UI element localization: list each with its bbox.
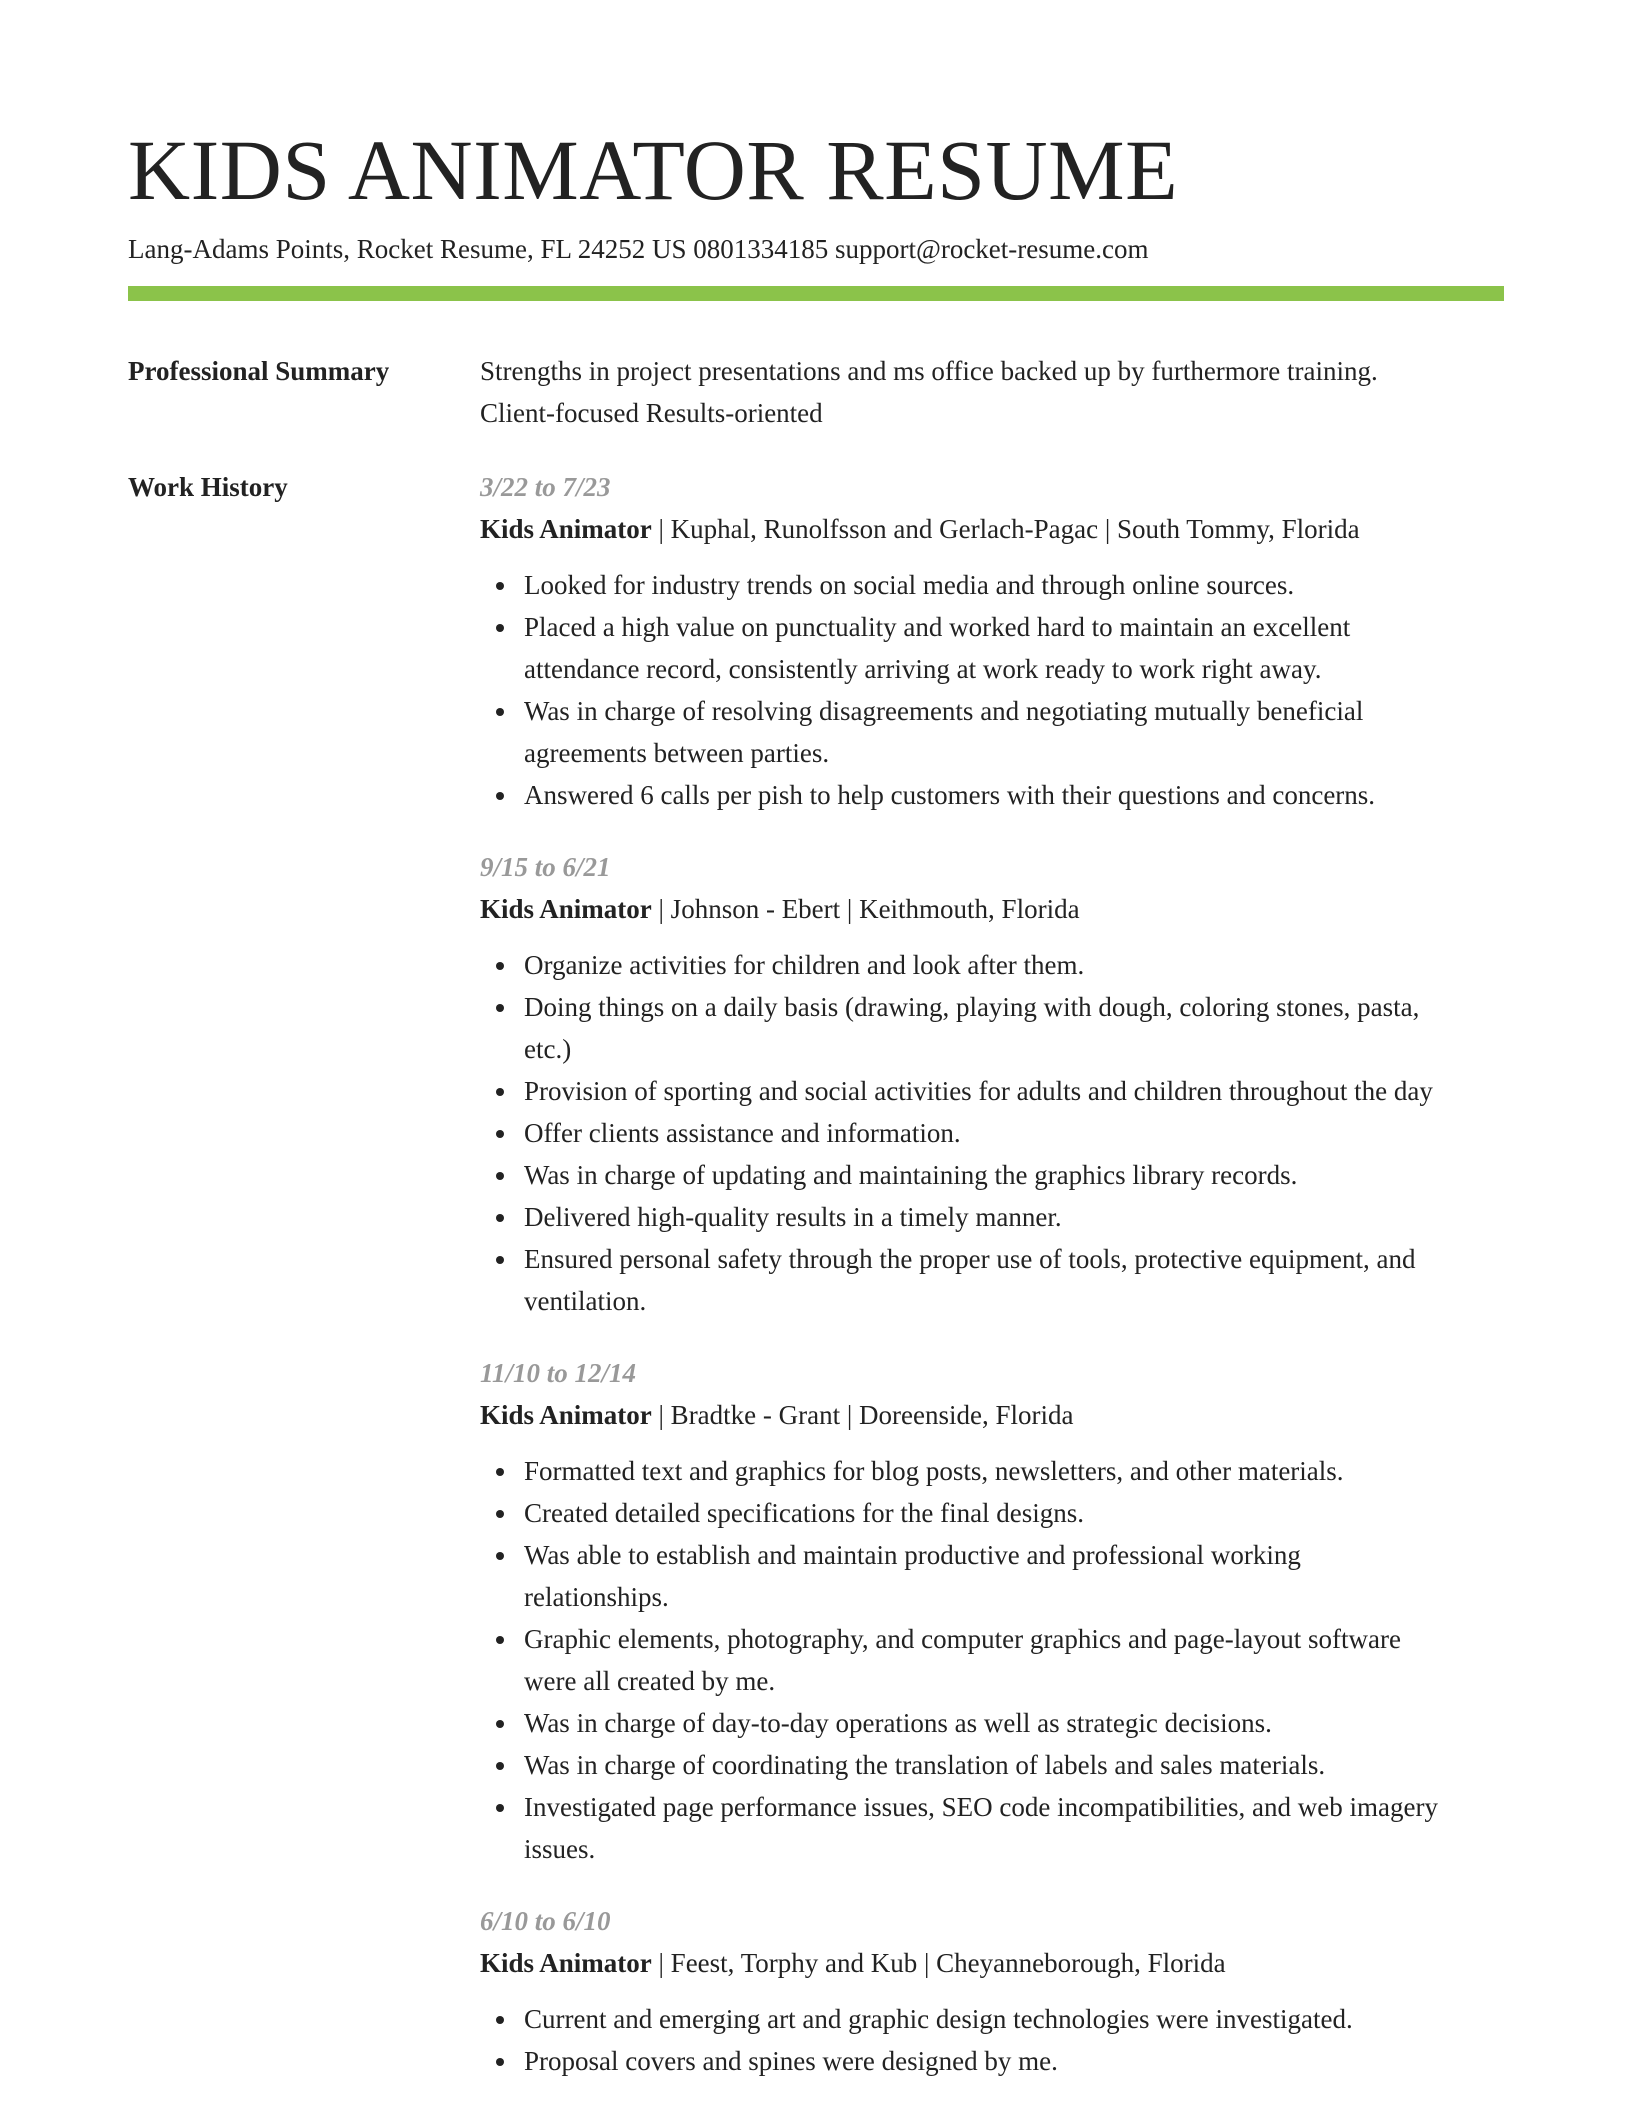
- summary-line: Strengths in project presentations and ms office backed up by furthermore training.: [480, 356, 1378, 386]
- job-dates: 3/22 to 7/23: [480, 472, 611, 502]
- bullet-dot-icon: [496, 1256, 504, 1264]
- bullet-text-line: Looked for industry trends on social media and through online sources.: [524, 570, 1295, 600]
- job-bullet: [480, 1154, 1504, 1196]
- job-bullet: [480, 1786, 1504, 1870]
- bullet-text-line: Ensured personal safety through the proper use of tools, protective equipment, and: [524, 1244, 1416, 1274]
- bullet-text-line: Offer clients assistance and information.: [524, 1118, 961, 1148]
- bullet-dot-icon: [496, 1720, 504, 1728]
- bullet-text-line: etc.): [524, 1034, 572, 1064]
- job-bullet: [480, 1998, 1504, 2040]
- bullet-text-line: Graphic elements, photography, and computer graphics and page-layout software: [524, 1624, 1401, 1654]
- bullet-dot-icon: [496, 1172, 504, 1180]
- bullet-dot-icon: [496, 962, 504, 970]
- bullet-text-line: Placed a high value on punctuality and worked hard to maintain an excellent: [524, 612, 1351, 642]
- job-employer-location: | Bradtke - Grant | Doreenside, Florida: [651, 1400, 1074, 1430]
- bullet-text-line: Was in charge of coordinating the translation of labels and sales materials.: [524, 1750, 1326, 1780]
- summary-line: Client-focused Results-oriented: [480, 398, 823, 428]
- job-bullet: [480, 986, 1504, 1070]
- job-dates: 6/10 to 6/10: [480, 1906, 611, 1936]
- bullet-dot-icon: [496, 1088, 504, 1096]
- job-heading: [480, 1394, 1504, 1436]
- bullet-dot-icon: [496, 1636, 504, 1644]
- job-bullet: [480, 774, 1504, 816]
- job-heading: [480, 508, 1504, 550]
- job-employer-location: | Johnson - Ebert | Keithmouth, Florida: [651, 894, 1080, 924]
- job-bullet: [480, 944, 1504, 986]
- bullet-text-line: Provision of sporting and social activities for adults and children throughout the day: [524, 1076, 1433, 1106]
- bullet-dot-icon: [496, 2016, 504, 2024]
- bullet-text-line: issues.: [524, 1834, 596, 1864]
- bullet-dot-icon: [496, 1804, 504, 1812]
- job-bullet: [480, 1238, 1504, 1322]
- contact-info: Lang-Adams Points, Rocket Resume, FL 24252 US 0801334185 support@rocket-resume.com: [128, 234, 1149, 264]
- job-bullet-list: [480, 944, 1504, 1322]
- bullet-dot-icon: [496, 1130, 504, 1138]
- job-bullet-list: [480, 1998, 1504, 2082]
- job-bullet: [480, 1492, 1504, 1534]
- job-title: Kids Animator: [480, 1948, 652, 1978]
- job-dates: 11/10 to 12/14: [480, 1358, 637, 1388]
- bullet-dot-icon: [496, 1762, 504, 1770]
- bullet-text-line: Created detailed specifications for the final designs.: [524, 1498, 1085, 1528]
- bullet-text-line: Doing things on a daily basis (drawing, playing with dough, coloring stones, pasta,: [524, 992, 1420, 1022]
- bullet-text-line: Delivered high-quality results in a timely manner.: [524, 1202, 1062, 1232]
- bullet-dot-icon: [496, 624, 504, 632]
- job-entry: [480, 1900, 1504, 2082]
- job-heading: [480, 1942, 1504, 1984]
- bullet-text-line: Formatted text and graphics for blog posts, newsletters, and other materials.: [524, 1456, 1344, 1486]
- bullet-text-line: attendance record, consistently arriving at work ready to work right away.: [524, 654, 1322, 684]
- page-title: KIDS ANIMATOR RESUME: [128, 122, 1179, 218]
- bullet-dot-icon: [496, 2058, 504, 2066]
- bullet-text-line: Was able to establish and maintain productive and professional working: [524, 1540, 1301, 1570]
- bullet-text-line: Was in charge of day-to-day operations as well as strategic decisions.: [524, 1708, 1272, 1738]
- bullet-dot-icon: [496, 708, 504, 716]
- job-bullet: [480, 606, 1504, 690]
- bullet-dot-icon: [496, 582, 504, 590]
- job-bullet-list: [480, 1450, 1504, 1870]
- job-heading: [480, 888, 1504, 930]
- bullet-text-line: relationships.: [524, 1582, 669, 1612]
- job-employer-location: | Kuphal, Runolfsson and Gerlach-Pagac | South Tommy, Florida: [651, 514, 1360, 544]
- job-bullet: [480, 1450, 1504, 1492]
- job-bullet: [480, 1618, 1504, 1702]
- job-bullet: [480, 1112, 1504, 1154]
- job-bullet: [480, 1196, 1504, 1238]
- job-bullet-list: [480, 564, 1504, 816]
- work-history-list: [480, 466, 1504, 2112]
- bullet-dot-icon: [496, 1552, 504, 1560]
- summary-text: [480, 350, 1504, 434]
- job-title: Kids Animator: [480, 894, 652, 924]
- bullet-dot-icon: [496, 1468, 504, 1476]
- job-bullet: [480, 1534, 1504, 1618]
- bullet-dot-icon: [496, 1214, 504, 1222]
- job-entry: [480, 1352, 1504, 1870]
- bullet-text-line: Current and emerging art and graphic design technologies were investigated.: [524, 2004, 1353, 2034]
- bullet-text-line: agreements between parties.: [524, 738, 830, 768]
- bullet-dot-icon: [496, 1510, 504, 1518]
- bullet-text-line: Investigated page performance issues, SEO code incompatibilities, and web imagery: [524, 1792, 1438, 1822]
- bullet-text-line: Proposal covers and spines were designed by me.: [524, 2046, 1058, 2076]
- job-bullet: [480, 1702, 1504, 1744]
- job-title: Kids Animator: [480, 1400, 652, 1430]
- job-title: Kids Animator: [480, 514, 652, 544]
- bullet-text-line: were all created by me.: [524, 1666, 776, 1696]
- bullet-text-line: Was in charge of resolving disagreements and negotiating mutually beneficial: [524, 696, 1364, 726]
- section-label-work-history: Work History: [128, 472, 288, 502]
- bullet-text-line: Answered 6 calls per pish to help customers with their questions and concerns.: [524, 780, 1376, 810]
- job-employer-location: | Feest, Torphy and Kub | Cheyanneborough, Florida: [651, 1948, 1226, 1978]
- job-entry: [480, 846, 1504, 1322]
- job-bullet: [480, 1070, 1504, 1112]
- job-dates: 9/15 to 6/21: [480, 852, 611, 882]
- section-label-summary: Professional Summary: [128, 356, 390, 386]
- job-bullet: [480, 2040, 1504, 2082]
- bullet-dot-icon: [496, 1004, 504, 1012]
- bullet-text-line: Organize activities for children and look after them.: [524, 950, 1085, 980]
- job-bullet: [480, 1744, 1504, 1786]
- job-entry: [480, 466, 1504, 816]
- bullet-text-line: ventilation.: [524, 1286, 647, 1316]
- header-divider: [128, 286, 1504, 301]
- job-bullet: [480, 690, 1504, 774]
- bullet-text-line: Was in charge of updating and maintaining the graphics library records.: [524, 1160, 1298, 1190]
- job-bullet: [480, 564, 1504, 606]
- bullet-dot-icon: [496, 792, 504, 800]
